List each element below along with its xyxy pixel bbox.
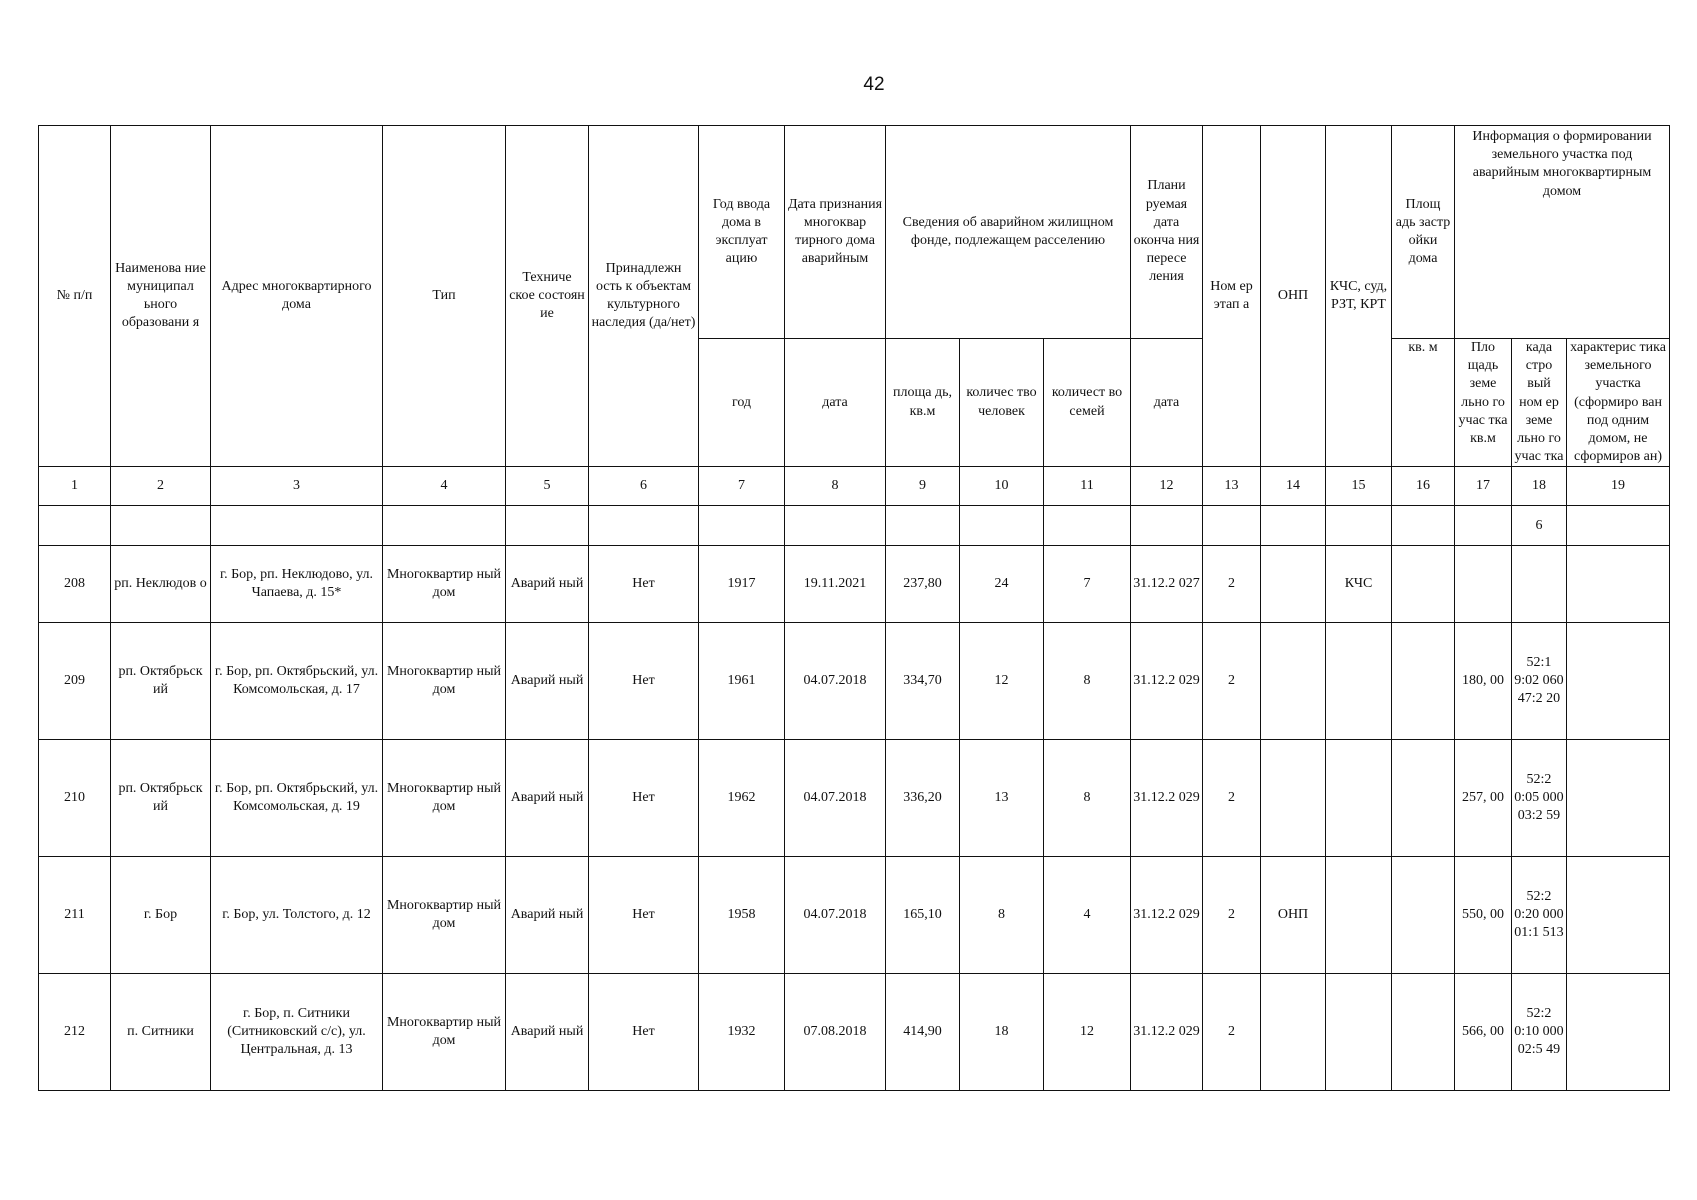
technical-state-cell: Аварий ный	[506, 974, 589, 1091]
subheader-end-date: дата	[1131, 339, 1203, 467]
blank-row-note: 6	[1512, 506, 1567, 546]
column-number-cell: 4	[383, 467, 506, 506]
municipality-cell: рп. Неклюдов о	[111, 546, 211, 623]
onp-cell	[1261, 546, 1326, 623]
column-number-cell: 8	[785, 467, 886, 506]
blank-cell	[1044, 506, 1131, 546]
header-kchs: КЧС, суд, РЗТ, КРТ	[1326, 126, 1392, 467]
address-cell: г. Бор, рп. Октябрьский, ул. Комсомольская, д. 19	[211, 740, 383, 857]
municipality-cell: рп. Октябрьск ий	[111, 740, 211, 857]
area-cell: 237,80	[886, 546, 960, 623]
blank-cell	[111, 506, 211, 546]
building-type-cell: Многоквартир ный дом	[383, 740, 506, 857]
header-cadastral-number	[1512, 339, 1567, 467]
blank-cell	[383, 506, 506, 546]
emergency-date-cell: 04.07.2018	[785, 740, 886, 857]
planned-end-date-cell: 31.12.2 029	[1131, 623, 1203, 740]
cadastral-number-cell	[1512, 546, 1567, 623]
building-type-cell: Многоквартир ный дом	[383, 974, 506, 1091]
column-number-cell: 2	[111, 467, 211, 506]
blank-cell	[211, 506, 383, 546]
year-built-cell: 1958	[699, 857, 785, 974]
onp-cell	[1261, 740, 1326, 857]
column-number-cell: 14	[1261, 467, 1326, 506]
emergency-housing-table	[38, 125, 1670, 1091]
row-number-cell: 212	[39, 974, 111, 1091]
stage-number-cell: 2	[1203, 974, 1261, 1091]
header-municipality: Наименова ние муниципал ьного образовани я	[111, 126, 211, 467]
blank-cell	[1455, 506, 1512, 546]
plot-characteristic-cell	[1567, 546, 1670, 623]
emergency-date-cell: 04.07.2018	[785, 623, 886, 740]
table-row	[39, 546, 1670, 623]
subheader-date: дата	[785, 339, 886, 467]
blank-cell	[699, 506, 785, 546]
blank-row	[39, 506, 1670, 546]
table-row	[39, 623, 1670, 740]
onp-cell	[1261, 974, 1326, 1091]
building-area-cell	[1392, 857, 1455, 974]
year-built-cell: 1932	[699, 974, 785, 1091]
year-built-cell: 1962	[699, 740, 785, 857]
header-address: Адрес многоквартирного дома	[211, 126, 383, 467]
plot-area-cell	[1455, 546, 1512, 623]
page-number: 42	[863, 74, 885, 95]
land-plot-info-title: Информация о формировании земельного участка под аварийным многоквартирным домом	[1472, 129, 1652, 199]
plot-area-unit: кв.м	[1470, 430, 1496, 446]
header-plot-area	[1455, 339, 1512, 467]
technical-state-cell: Аварий ный	[506, 623, 589, 740]
blank-cell	[1392, 506, 1455, 546]
technical-state-cell: Аварий ный	[506, 546, 589, 623]
plot-area-cell: 550, 00	[1455, 857, 1512, 974]
building-area-cell	[1392, 974, 1455, 1091]
header-year-built: Год ввода дома в эксплуат ацию	[699, 126, 785, 339]
technical-state-cell: Аварий ный	[506, 740, 589, 857]
table-row	[39, 857, 1670, 974]
stage-number-cell: 2	[1203, 740, 1261, 857]
column-number-cell: 11	[1044, 467, 1131, 506]
blank-cell	[506, 506, 589, 546]
area-cell: 336,20	[886, 740, 960, 857]
address-cell: г. Бор, рп. Октябрьский, ул. Комсомольская, д. 17	[211, 623, 383, 740]
column-number-cell: 5	[506, 467, 589, 506]
stage-number-cell: 2	[1203, 857, 1261, 974]
people-count-cell: 13	[960, 740, 1044, 857]
header-emergency-date: Дата признания многоквар тирного дома аварийным	[785, 126, 886, 339]
emergency-date-cell: 07.08.2018	[785, 974, 886, 1091]
header-stage-number: Ном ер этап а	[1203, 126, 1261, 467]
column-number-cell: 6	[589, 467, 699, 506]
header-plot-characteristic	[1567, 339, 1670, 467]
cadastral-number-cell: 52:2 0:20 000 01:1 513	[1512, 857, 1567, 974]
blank-cell	[886, 506, 960, 546]
people-count-cell: 24	[960, 546, 1044, 623]
kchs-cell	[1326, 740, 1392, 857]
header-planned-end-date: Плани руемая дата оконча ния пересе ления	[1131, 126, 1203, 339]
column-number-cell: 17	[1455, 467, 1512, 506]
cadastral-number-cell: 52:1 9:02 060 47:2 20	[1512, 623, 1567, 740]
subheader-family-count: количест во семей	[1044, 339, 1131, 467]
family-count-cell: 12	[1044, 974, 1131, 1091]
column-number-cell: 9	[886, 467, 960, 506]
blank-cell	[39, 506, 111, 546]
column-number-cell: 1	[39, 467, 111, 506]
area-cell: 414,90	[886, 974, 960, 1091]
blank-cell	[1326, 506, 1392, 546]
address-cell: г. Бор, рп. Неклюдово, ул. Чапаева, д. 15*	[211, 546, 383, 623]
header-building-area: Площ адь застр ойки дома	[1392, 126, 1455, 339]
subheader-building-area-unit: кв. м	[1392, 339, 1455, 467]
building-type-cell: Многоквартир ный дом	[383, 546, 506, 623]
emergency-date-cell: 19.11.2021	[785, 546, 886, 623]
blank-cell	[960, 506, 1044, 546]
building-type-cell: Многоквартир ный дом	[383, 857, 506, 974]
cadastral-number-cell: 52:2 0:10 000 02:5 49	[1512, 974, 1567, 1091]
cadastral-number-title: када стро вый ном ер земе льно го учас тка	[1514, 340, 1564, 465]
header-row-number: № п/п	[39, 126, 111, 467]
column-number-cell: 7	[699, 467, 785, 506]
subheader-people-count: количес тво человек	[960, 339, 1044, 467]
table-row	[39, 974, 1670, 1091]
row-number-cell: 209	[39, 623, 111, 740]
area-cell: 334,70	[886, 623, 960, 740]
family-count-cell: 8	[1044, 740, 1131, 857]
planned-end-date-cell: 31.12.2 029	[1131, 740, 1203, 857]
family-count-cell: 7	[1044, 546, 1131, 623]
blank-cell	[1261, 506, 1326, 546]
plot-characteristic-cell	[1567, 623, 1670, 740]
cultural-heritage-cell: Нет	[589, 974, 699, 1091]
onp-cell	[1261, 623, 1326, 740]
column-numbers-row	[39, 467, 1670, 506]
stage-number-cell: 2	[1203, 546, 1261, 623]
column-number-cell: 19	[1567, 467, 1670, 506]
kchs-cell	[1326, 857, 1392, 974]
family-count-cell: 8	[1044, 623, 1131, 740]
column-number-cell: 18	[1512, 467, 1567, 506]
subheader-area: площа дь, кв.м	[886, 339, 960, 467]
column-number-cell: 10	[960, 467, 1044, 506]
onp-cell: ОНП	[1261, 857, 1326, 974]
cultural-heritage-cell: Нет	[589, 623, 699, 740]
plot-area-cell: 180, 00	[1455, 623, 1512, 740]
planned-end-date-cell: 31.12.2 029	[1131, 857, 1203, 974]
blank-cell	[1131, 506, 1203, 546]
cultural-heritage-cell: Нет	[589, 546, 699, 623]
kchs-cell	[1326, 623, 1392, 740]
people-count-cell: 18	[960, 974, 1044, 1091]
column-number-cell: 12	[1131, 467, 1203, 506]
column-number-cell: 3	[211, 467, 383, 506]
people-count-cell: 12	[960, 623, 1044, 740]
header-row-1	[39, 126, 1670, 339]
plot-characteristic-cell	[1567, 740, 1670, 857]
blank-cell	[1203, 506, 1261, 546]
blank-cell	[589, 506, 699, 546]
column-number-cell: 13	[1203, 467, 1261, 506]
stage-number-cell: 2	[1203, 623, 1261, 740]
plot-characteristic-cell	[1567, 974, 1670, 1091]
column-number-cell: 16	[1392, 467, 1455, 506]
plot-characteristic-cell	[1567, 857, 1670, 974]
family-count-cell: 4	[1044, 857, 1131, 974]
header-land-plot-info	[1455, 126, 1670, 339]
address-cell: г. Бор, п. Ситники (Ситниковский с/с), ул. Центральная, д. 13	[211, 974, 383, 1091]
blank-cell	[785, 506, 886, 546]
people-count-cell: 8	[960, 857, 1044, 974]
kchs-cell: КЧС	[1326, 546, 1392, 623]
area-cell: 165,10	[886, 857, 960, 974]
building-area-cell	[1392, 546, 1455, 623]
table-row	[39, 740, 1670, 857]
plot-area-cell: 566, 00	[1455, 974, 1512, 1091]
building-type-cell: Многоквартир ный дом	[383, 623, 506, 740]
year-built-cell: 1917	[699, 546, 785, 623]
header-cultural-heritage: Принадлежн ость к объектам культурного наследия (да/нет)	[589, 126, 699, 467]
blank-cell	[1567, 506, 1670, 546]
header-type: Тип	[383, 126, 506, 467]
subheader-year: год	[699, 339, 785, 467]
address-cell: г. Бор, ул. Толстого, д. 12	[211, 857, 383, 974]
header-resettlement-info: Сведения об аварийном жилищном фонде, подлежащем расселению	[886, 126, 1131, 339]
header-technical-state: Техниче ское состоян ие	[506, 126, 589, 467]
plot-area-cell: 257, 00	[1455, 740, 1512, 857]
plot-area-title: Пло щадь земе льно го учас тка	[1458, 340, 1508, 428]
planned-end-date-cell: 31.12.2 029	[1131, 974, 1203, 1091]
technical-state-cell: Аварий ный	[506, 857, 589, 974]
row-number-cell: 211	[39, 857, 111, 974]
cadastral-number-cell: 52:2 0:05 000 03:2 59	[1512, 740, 1567, 857]
building-area-cell	[1392, 740, 1455, 857]
row-number-cell: 208	[39, 546, 111, 623]
building-area-cell	[1392, 623, 1455, 740]
emergency-date-cell: 04.07.2018	[785, 857, 886, 974]
municipality-cell: п. Ситники	[111, 974, 211, 1091]
cultural-heritage-cell: Нет	[589, 857, 699, 974]
year-built-cell: 1961	[699, 623, 785, 740]
planned-end-date-cell: 31.12.2 027	[1131, 546, 1203, 623]
column-number-cell: 15	[1326, 467, 1392, 506]
header-onp: ОНП	[1261, 126, 1326, 467]
plot-characteristic-title: характерис тика земельного участка (сформиро ван под одним домом, не сформиров ан)	[1570, 340, 1666, 465]
row-number-cell: 210	[39, 740, 111, 857]
municipality-cell: рп. Октябрьск ий	[111, 623, 211, 740]
cultural-heritage-cell: Нет	[589, 740, 699, 857]
municipality-cell: г. Бор	[111, 857, 211, 974]
kchs-cell	[1326, 974, 1392, 1091]
